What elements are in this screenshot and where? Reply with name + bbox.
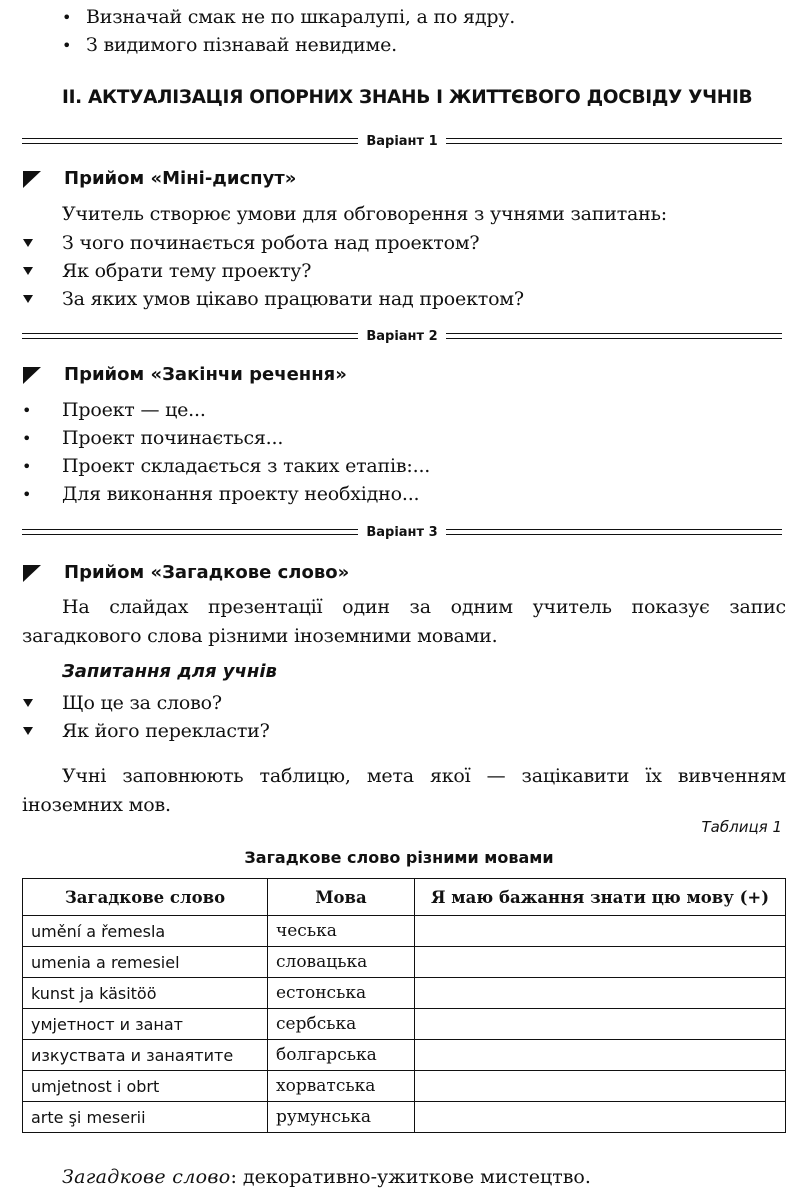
column-header: Мова <box>268 879 415 916</box>
small-down-triangle-icon <box>22 289 46 313</box>
variant-label: Варіант 1 <box>366 133 438 149</box>
small-down-triangle-icon <box>22 233 46 257</box>
list-item: • Проект починається... <box>22 427 284 449</box>
wish-cell[interactable] <box>415 1102 786 1133</box>
technique-title: Прийом «Закінчи речення» <box>22 364 347 385</box>
bullet-dot-icon: • <box>22 485 32 504</box>
language-cell: словацька <box>268 947 415 978</box>
small-down-triangle-icon <box>22 261 46 285</box>
intro-bullet: • З видимого пізнавай невидиме. <box>62 34 397 56</box>
word-cell: kunst ja käsitöö <box>23 978 268 1009</box>
answer-label: Загадкове слово <box>62 1166 231 1188</box>
corner-triangle-icon <box>22 563 42 583</box>
wish-cell[interactable] <box>415 916 786 947</box>
corner-triangle-icon <box>22 169 42 189</box>
answer-text: : декоративно-ужиткове мистецтво. <box>230 1166 591 1188</box>
word-cell: изкуствата и занаятите <box>23 1040 268 1071</box>
table-row <box>23 1040 786 1071</box>
bullet-dot-icon: • <box>22 429 32 448</box>
variant-divider-2 <box>22 326 782 346</box>
wish-cell[interactable] <box>415 1009 786 1040</box>
list-item: • Для виконання проекту необхідно... <box>22 483 420 505</box>
variant-divider-3 <box>22 522 782 542</box>
question-item: Як його перекласти? <box>22 719 270 745</box>
list-item: • Проект складається з таких етапів:... <box>22 455 431 477</box>
technique-title: Прийом «Загадкове слово» <box>22 562 349 583</box>
variant-label: Варіант 3 <box>366 524 438 540</box>
table-row <box>23 1009 786 1040</box>
table-caption: Таблиця 1 <box>701 818 782 836</box>
section-heading: ІІ. АКТУАЛІЗАЦІЯ ОПОРНИХ ЗНАНЬ І ЖИТТЄВОГО ДОСВІДУ УЧНІВ <box>62 87 753 108</box>
table-title: Загадкове слово різними мовами <box>244 848 554 867</box>
question-item: Як обрати тему проекту? <box>22 259 311 285</box>
variant-divider-1 <box>22 131 782 151</box>
word-cell: умјетност и занат <box>23 1009 268 1040</box>
table-row <box>23 916 786 947</box>
bullet-dot-icon: • <box>62 8 72 27</box>
intro-bullet: • Визначай смак не по шкаралупі, а по ядру. <box>62 6 516 28</box>
variant-intro-text: Учитель створює умови для обговорення з учнями запитань: <box>62 203 667 225</box>
language-cell: румунська <box>268 1102 415 1133</box>
variant-label: Варіант 2 <box>366 328 438 344</box>
small-down-triangle-icon <box>22 721 46 745</box>
list-item: • Проект — це... <box>22 399 206 421</box>
question-item: Що це за слово? <box>22 691 222 717</box>
small-down-triangle-icon <box>22 693 46 717</box>
language-cell: естонська <box>268 978 415 1009</box>
column-header: Я маю бажання знати цю мову (+) <box>415 879 786 916</box>
answer-line <box>62 1166 591 1188</box>
table-row <box>23 947 786 978</box>
question-item: За яких умов цікаво працювати над проектом? <box>22 287 524 313</box>
language-cell: чеська <box>268 916 415 947</box>
wish-cell[interactable] <box>415 978 786 1009</box>
table-intro-paragraph: Учні заповнюють таблицю, мета якої — зацікавити їх вивченням іноземних мов. <box>22 765 786 816</box>
table-row <box>23 1071 786 1102</box>
column-header: Загадкове слово <box>23 879 268 916</box>
table-row <box>23 1102 786 1133</box>
word-cell: umjetnost i obrt <box>23 1071 268 1102</box>
bullet-dot-icon: • <box>22 401 32 420</box>
table-row <box>23 978 786 1009</box>
language-cell: сербська <box>268 1009 415 1040</box>
table-header-row <box>23 879 786 916</box>
questions-heading: Запитання для учнів <box>62 661 277 682</box>
technique-title: Прийом «Міні-диспут» <box>22 168 296 189</box>
word-cell: umění a řemesla <box>23 916 268 947</box>
language-cell: болгарська <box>268 1040 415 1071</box>
wish-cell[interactable] <box>415 1040 786 1071</box>
word-cell: arte şi meserii <box>23 1102 268 1133</box>
language-cell: хорватська <box>268 1071 415 1102</box>
mystery-word-table <box>22 878 786 1133</box>
bullet-dot-icon: • <box>62 36 72 55</box>
question-item: З чого починається робота над проектом? <box>22 231 479 257</box>
wish-cell[interactable] <box>415 1071 786 1102</box>
variant-paragraph: На слайдах презентації один за одним учитель показує запис загадкового слова різними іноземними мовами. <box>22 596 786 647</box>
wish-cell[interactable] <box>415 947 786 978</box>
word-cell: umenia a remesiel <box>23 947 268 978</box>
bullet-dot-icon: • <box>22 457 32 476</box>
corner-triangle-icon <box>22 365 42 385</box>
